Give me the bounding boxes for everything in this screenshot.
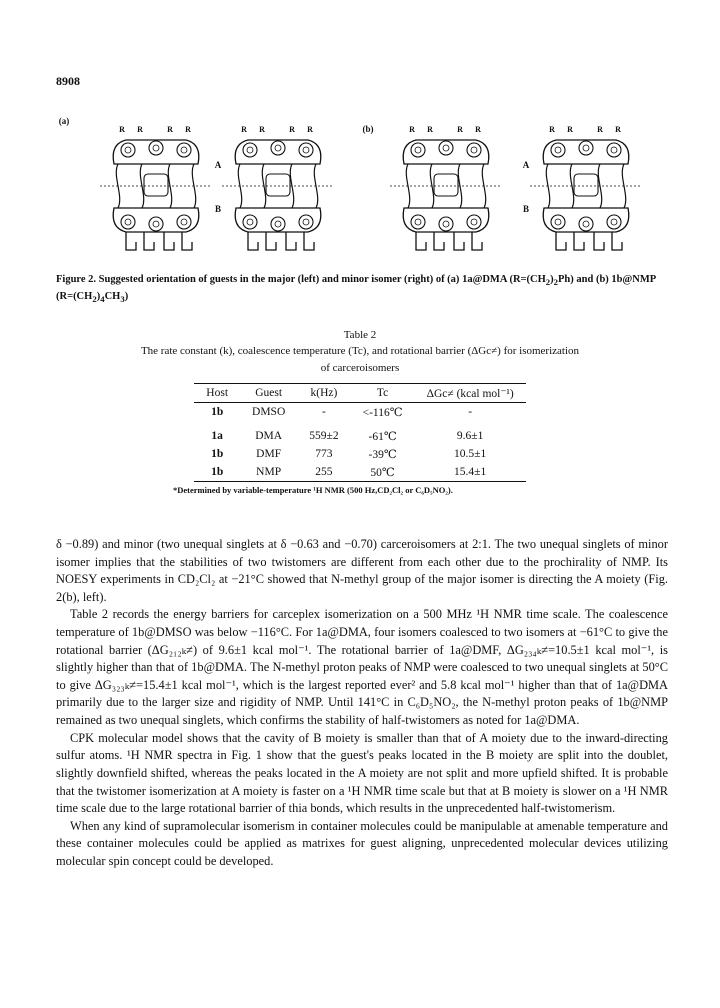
aryl-ring-inner	[153, 145, 159, 151]
aryl-ring	[439, 141, 453, 155]
aryl-ring-inner	[303, 147, 309, 153]
aryl-ring	[467, 143, 481, 157]
table-header-row	[194, 383, 525, 402]
alkyl-foot	[182, 232, 192, 250]
substituent-label: R	[567, 125, 573, 134]
paragraph: CPK molecular model shows that the cavity of B moiety is smaller than that of A moiety due to the inward-directing sulfur atoms. ¹H NMR spectra in Fig. 1 show that the guest's peaks located in the B moiety are split into the doublet, slightly downfield shifted, whereas the peaks located in the A moiety are not split and more upfield shifted. It is probable that the twistomer isomerization at A moiety is faster on a ¹H NMR time scale but that at B moiety is slower on a ¹H NMR time scale due to the large rotational barrier of thia bonds, which results in the unprecedented half-twistomerism.	[56, 730, 668, 816]
alkyl-foot	[304, 232, 314, 250]
aryl-ring-inner	[303, 219, 309, 225]
substituent-label: R	[259, 125, 265, 134]
alkyl-foot	[594, 232, 604, 250]
aryl-ring	[439, 217, 453, 231]
alkyl-foot	[472, 232, 482, 250]
cell-tc: -61℃	[368, 430, 397, 443]
aryl-ring	[467, 215, 481, 229]
cell-guest: DMF	[256, 447, 282, 460]
table-row	[194, 402, 525, 427]
guest-molecule	[574, 174, 598, 196]
aryl-ring-inner	[153, 221, 159, 227]
aryl-ring-inner	[125, 219, 131, 225]
substituent-label: R	[549, 125, 555, 134]
cell-host: 1b	[211, 447, 224, 460]
aryl-ring	[121, 215, 135, 229]
aryl-ring	[579, 141, 593, 155]
cell-tc: -39℃	[368, 448, 397, 461]
aryl-ring-inner	[583, 145, 589, 151]
substituent-label: R	[307, 125, 313, 134]
substituent-label: R	[409, 125, 415, 134]
aryl-ring-inner	[275, 145, 281, 151]
aryl-ring	[177, 143, 191, 157]
substituent-label: R	[167, 125, 173, 134]
cell-k: -	[322, 405, 326, 418]
aryl-ring	[271, 217, 285, 231]
rate-constant-table	[194, 383, 525, 482]
cell-host: 1b	[194, 463, 240, 482]
paragraph: Table 2 records the energy barriers for carceplex isomerization on a 500 MHz ¹H NMR time scale. The coalescence temperature of 1b@DMSO was below −116°C. For 1a@DMA, four isomers coalesced to two isomers at −61°C to give the rotational barrier (ΔG₂₁₂ₖ≠) of 9.6±1 kcal mol⁻¹. The rotational barrier of 1a@DMF, ΔG₂₃₄ₖ≠=10.5±1 kcal mol⁻¹, is slightly higher than that of 1b@DMA. The N-methyl proton peaks of NMP were coalesced to two unequal singlets at 50°C to give ΔG₃₂₃ₖ≠=15.4±1 kcal mol⁻¹, which is the largest reported ever² and 5.8 kcal mol⁻¹ higher than that of 1a@DMA primarily due to the larger size and rigidity of NMP. Until 141°C in C₆D₅NO₂, the N-methyl proton peaks of 1b@NMP remained as two unequal singlets, which confirms the stability of half-twistomers as noted for 1a@DMA.	[56, 607, 668, 728]
cell-host: 1a	[211, 429, 223, 442]
aryl-ring	[149, 141, 163, 155]
aryl-ring	[411, 215, 425, 229]
panel-a-label: (a)	[58, 116, 70, 126]
cell-k: 559±2	[309, 429, 339, 442]
cell-k: 773	[315, 447, 333, 460]
alkyl-foot	[126, 232, 136, 250]
aryl-ring	[607, 143, 621, 157]
alkyl-foot	[574, 232, 584, 250]
moiety-b-label: B	[214, 204, 222, 214]
cell-tc: <-116℃	[362, 406, 403, 419]
aryl-ring-inner	[611, 219, 617, 225]
cell-dg: 15.4±1	[415, 463, 526, 482]
substituent-label: R	[119, 125, 125, 134]
substituent-label: R	[475, 125, 481, 134]
aryl-ring-inner	[247, 219, 253, 225]
table-row	[194, 445, 525, 463]
substituent-label: R	[185, 125, 191, 134]
aryl-ring	[271, 141, 285, 155]
aryl-ring-inner	[583, 221, 589, 227]
guest-molecule	[144, 174, 168, 196]
aryl-ring	[121, 143, 135, 157]
aryl-ring-inner	[443, 221, 449, 227]
alkyl-foot	[266, 232, 276, 250]
cell-guest: DMA	[255, 429, 283, 442]
aryl-ring-inner	[125, 147, 131, 153]
panel-b-label: (b)	[362, 124, 374, 134]
alkyl-foot	[164, 232, 174, 250]
aryl-ring-inner	[611, 147, 617, 153]
cell-guest: NMP	[240, 463, 297, 482]
cell-dg: -	[468, 405, 473, 418]
alkyl-foot	[612, 232, 622, 250]
aryl-ring	[299, 143, 313, 157]
aryl-ring-inner	[555, 147, 561, 153]
table-row	[194, 427, 525, 445]
column-header-tc: Tc	[351, 383, 415, 402]
alkyl-foot	[454, 232, 464, 250]
paragraph: When any kind of supramolecular isomerism in container molecules could be manipulable at amenable temperature and these container molecules could be applied as matrixes for guest aligning, unprecedented molecular devices utilizing molecular spin concept could be developed.	[56, 818, 668, 868]
aryl-ring	[243, 143, 257, 157]
aryl-ring-inner	[181, 147, 187, 153]
aryl-ring	[149, 217, 163, 231]
alkyl-foot	[416, 232, 426, 250]
column-header-host: Host	[194, 383, 240, 402]
aryl-ring-inner	[247, 147, 253, 153]
alkyl-foot	[248, 232, 258, 250]
aryl-ring-inner	[181, 219, 187, 225]
substituent-label: R	[427, 125, 433, 134]
aryl-ring	[607, 215, 621, 229]
moiety-a-label: A	[522, 160, 530, 170]
table-2	[100, 328, 620, 495]
aryl-ring	[299, 215, 313, 229]
aryl-ring	[551, 143, 565, 157]
paragraph: δ −0.89) and minor (two unequal singlets at δ −0.63 and −0.70) carceroisomers at 2:1. The two unequal singlets of minor isomer implies that the stabilities of two twistomers are different from each other due to the prochirality of NMP. Its NOESY experiments in CD₂Cl₂ at −21°C showed that N-methyl group of the major isomer is directing the A moiety (Fig. 2(b), left).	[56, 537, 668, 604]
column-header-dg: ΔGc≠ (kcal mol⁻¹)	[415, 383, 526, 402]
table-caption-line2: of carceroisomers	[320, 361, 400, 374]
aryl-ring	[411, 143, 425, 157]
moiety-a-label: A	[214, 160, 222, 170]
moiety-b-label: B	[522, 204, 530, 214]
figure-2	[56, 116, 668, 266]
substituent-label: R	[457, 125, 463, 134]
figure-caption: Figure 2. Suggested orientation of guests in the major (left) and minor isomer (right) of (a) 1a@DMA $(R=(CH_2)_2Ph)$ and (b) 1b@NMP $(R=(CH_2)_4CH_3)$	[56, 274, 656, 304]
cell-host: 1b	[211, 405, 224, 418]
aryl-ring-inner	[275, 221, 281, 227]
substituent-label: R	[137, 125, 143, 134]
guest-molecule	[266, 174, 290, 196]
substituent-label: R	[289, 125, 295, 134]
cell-dg: 9.6±1	[456, 429, 484, 442]
guest-molecule	[434, 174, 458, 196]
alkyl-foot	[556, 232, 566, 250]
column-header-k: k(Hz)	[297, 383, 350, 402]
column-header-guest: Guest	[240, 383, 297, 402]
table-footnote: *Determined by variable-temperature ¹H NMR (500 Hz,CD₂Cl₂ or C₆D₅NO₂).	[173, 484, 453, 495]
aryl-ring	[551, 215, 565, 229]
aryl-ring	[579, 217, 593, 231]
aryl-ring-inner	[415, 147, 421, 153]
cell-k: 255	[297, 463, 350, 482]
carceroisomer-figure	[56, 116, 668, 266]
aryl-ring-inner	[555, 219, 561, 225]
cell-tc: 50℃	[351, 463, 415, 482]
alkyl-foot	[144, 232, 154, 250]
substituent-label: R	[615, 125, 621, 134]
aryl-ring-inner	[415, 219, 421, 225]
table-row	[194, 463, 525, 482]
cell-guest: DMSO	[252, 405, 286, 418]
alkyl-foot	[434, 232, 444, 250]
aryl-ring-inner	[471, 219, 477, 225]
cell-dg: 10.5±1	[454, 447, 487, 460]
alkyl-foot	[286, 232, 296, 250]
table-label: Table 2	[343, 329, 377, 341]
aryl-ring-inner	[471, 147, 477, 153]
body-text	[56, 536, 668, 871]
aryl-ring	[243, 215, 257, 229]
aryl-ring-inner	[443, 145, 449, 151]
aryl-ring	[177, 215, 191, 229]
page-number: 8908	[56, 74, 80, 88]
table-caption-line1: The rate constant (k), coalescence temperature (Tc), and rotational barrier (ΔGc≠) for isomerization	[140, 345, 580, 358]
substituent-label: R	[597, 125, 603, 134]
substituent-label: R	[241, 125, 247, 134]
